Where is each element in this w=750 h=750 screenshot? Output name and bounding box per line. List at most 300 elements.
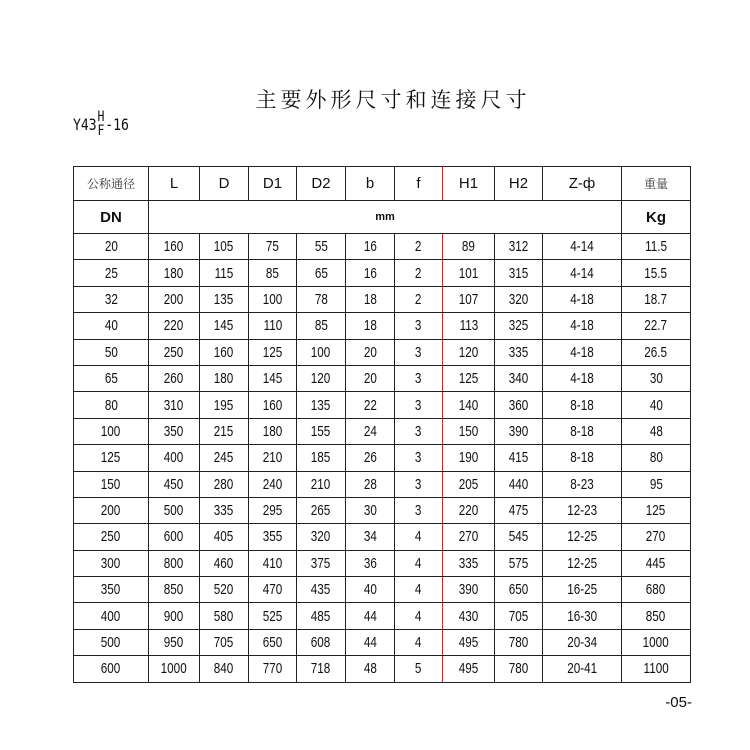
cell-l [149, 524, 200, 550]
cell-value: 140 [458, 396, 479, 414]
cell-value: 320 [311, 528, 331, 546]
cell-value: 22 [363, 396, 377, 414]
cell-h1 [443, 234, 495, 260]
cell-value: 180 [262, 422, 283, 440]
cell-value: 950 [164, 634, 184, 652]
cell-h1 [443, 445, 495, 471]
cell-value: 20 [363, 370, 377, 388]
table-row [74, 313, 691, 339]
cell-weight [622, 445, 691, 471]
cell-value: 15.5 [644, 264, 668, 282]
cell-d1 [249, 286, 297, 312]
cell-h1 [443, 656, 495, 682]
cell-h2 [495, 365, 543, 391]
cell-value: 20 [104, 238, 118, 256]
cell-d1 [249, 365, 297, 391]
cell-value: 315 [508, 264, 529, 282]
cell-value: 1000 [160, 660, 188, 678]
table-row [74, 524, 691, 550]
cell-h2 [495, 629, 543, 655]
cell-value: 495 [458, 660, 479, 678]
cell-value: 12-25 [567, 554, 597, 572]
cell-value: 600 [101, 660, 121, 678]
cell-weight [622, 234, 691, 260]
cell-value: 180 [214, 370, 234, 388]
cell-d2 [297, 629, 346, 655]
cell-f [395, 445, 443, 471]
cell-weight [622, 577, 691, 603]
cell-value: 3 [415, 396, 422, 414]
cell-value: 240 [262, 475, 283, 493]
cell-value: 460 [214, 554, 234, 572]
cell-d1 [249, 313, 297, 339]
cell-value: 100 [101, 422, 121, 440]
cell-dn [74, 234, 149, 260]
cell-value: 20-34 [567, 634, 597, 652]
cell-z-phi [543, 577, 622, 603]
cell-value: 355 [262, 528, 283, 546]
cell-h1 [443, 392, 495, 418]
cell-value: 340 [508, 370, 529, 388]
header-unit-mm: mm [149, 201, 622, 234]
cell-f [395, 392, 443, 418]
cell-l [149, 471, 200, 497]
header-b: b [346, 167, 395, 201]
cell-z-phi [543, 656, 622, 682]
cell-z-phi [543, 497, 622, 523]
cell-z-phi [543, 418, 622, 444]
cell-b [346, 524, 395, 550]
cell-value: 16-25 [567, 581, 597, 599]
cell-weight [622, 286, 691, 312]
cell-weight [622, 524, 691, 550]
cell-value: 30 [363, 502, 377, 520]
cell-value: 485 [311, 607, 331, 625]
cell-d1 [249, 577, 297, 603]
cell-value: 120 [311, 370, 331, 388]
cell-value: 650 [262, 634, 283, 652]
cell-l [149, 365, 200, 391]
cell-l [149, 286, 200, 312]
cell-l [149, 629, 200, 655]
cell-value: 12-25 [567, 528, 597, 546]
cell-b [346, 656, 395, 682]
cell-value: 800 [164, 554, 184, 572]
cell-value: 360 [508, 396, 529, 414]
cell-value: 220 [458, 502, 479, 520]
cell-value: 20 [363, 343, 377, 361]
cell-value: 48 [649, 422, 663, 440]
cell-f [395, 497, 443, 523]
cell-weight [622, 603, 691, 629]
cell-h1 [443, 286, 495, 312]
cell-z-phi [543, 339, 622, 365]
cell-value: 18 [363, 290, 377, 308]
cell-value: 320 [508, 290, 529, 308]
cell-value: 430 [458, 607, 479, 625]
model-number [73, 104, 129, 144]
model-prefix: Y43 [73, 114, 97, 134]
cell-value: 120 [458, 343, 479, 361]
cell-value: 4-18 [570, 317, 594, 335]
cell-f [395, 656, 443, 682]
cell-f [395, 286, 443, 312]
cell-value: 525 [262, 607, 283, 625]
cell-value: 100 [262, 290, 283, 308]
cell-d1 [249, 392, 297, 418]
cell-d [200, 234, 249, 260]
cell-l [149, 445, 200, 471]
cell-dn [74, 445, 149, 471]
cell-value: 16 [363, 264, 377, 282]
cell-l [149, 497, 200, 523]
cell-b [346, 365, 395, 391]
cell-z-phi [543, 365, 622, 391]
cell-z-phi [543, 603, 622, 629]
cell-d2 [297, 418, 346, 444]
cell-value: 840 [214, 660, 234, 678]
table-row [74, 365, 691, 391]
cell-b [346, 286, 395, 312]
cell-value: 270 [458, 528, 479, 546]
cell-value: 500 [164, 502, 184, 520]
cell-value: 718 [311, 660, 331, 678]
model-sup: H [97, 109, 105, 125]
cell-h1 [443, 260, 495, 286]
cell-h1 [443, 313, 495, 339]
cell-value: 100 [311, 343, 331, 361]
table-row [74, 550, 691, 576]
cell-d1 [249, 497, 297, 523]
cell-d [200, 339, 249, 365]
cell-l [149, 603, 200, 629]
cell-value: 4 [415, 528, 422, 546]
cell-h1 [443, 471, 495, 497]
cell-value: 210 [262, 449, 283, 467]
cell-d [200, 550, 249, 576]
cell-f [395, 339, 443, 365]
cell-h2 [495, 656, 543, 682]
cell-h2 [495, 234, 543, 260]
cell-value: 78 [314, 290, 328, 308]
cell-h2 [495, 445, 543, 471]
table-row [74, 234, 691, 260]
cell-value: 85 [314, 317, 328, 335]
cell-value: 107 [458, 290, 479, 308]
cell-d [200, 577, 249, 603]
header-weight-cn: 重量 [622, 167, 691, 201]
cell-value: 180 [164, 264, 184, 282]
cell-b [346, 550, 395, 576]
cell-f [395, 550, 443, 576]
cell-d2 [297, 603, 346, 629]
cell-value: 260 [164, 370, 184, 388]
cell-value: 26 [363, 449, 377, 467]
cell-h1 [443, 550, 495, 576]
table-row [74, 418, 691, 444]
cell-value: 110 [263, 317, 282, 335]
cell-b [346, 471, 395, 497]
header-row-2 [74, 201, 691, 234]
cell-dn [74, 497, 149, 523]
cell-d [200, 603, 249, 629]
cell-value: 85 [265, 264, 280, 282]
table-row [74, 392, 691, 418]
cell-b [346, 497, 395, 523]
cell-value: 4-18 [570, 370, 594, 388]
table-row [74, 339, 691, 365]
cell-value: 8-18 [570, 396, 594, 414]
cell-value: 89 [461, 238, 476, 256]
cell-d1 [249, 234, 297, 260]
cell-d [200, 629, 249, 655]
cell-value: 24 [363, 422, 377, 440]
model-fraction [98, 110, 105, 138]
table-row [74, 629, 691, 655]
cell-h2 [495, 260, 543, 286]
cell-value: 30 [649, 370, 663, 388]
cell-d [200, 260, 249, 286]
cell-value: 32 [104, 290, 118, 308]
cell-b [346, 603, 395, 629]
cell-value: 215 [214, 422, 234, 440]
table-row [74, 497, 691, 523]
cell-value: 545 [508, 528, 529, 546]
cell-value: 520 [214, 581, 234, 599]
cell-value: 600 [164, 528, 184, 546]
cell-value: 220 [164, 317, 184, 335]
cell-value: 190 [458, 449, 479, 467]
cell-b [346, 339, 395, 365]
page-title: 主要外形尺寸和连接尺寸 [255, 88, 531, 112]
cell-h2 [495, 286, 543, 312]
cell-value: 400 [101, 607, 121, 625]
cell-value: 8-23 [570, 475, 594, 493]
cell-value: 450 [164, 475, 184, 493]
cell-value: 575 [508, 554, 529, 572]
cell-value: 22.7 [644, 317, 668, 335]
cell-value: 210 [311, 475, 331, 493]
cell-value: 445 [646, 554, 666, 572]
cell-d [200, 656, 249, 682]
header-D1-text: D1 [262, 175, 283, 192]
cell-z-phi [543, 524, 622, 550]
cell-h2 [495, 313, 543, 339]
cell-weight [622, 392, 691, 418]
cell-b [346, 418, 395, 444]
cell-value: 8-18 [570, 422, 594, 440]
cell-d1 [249, 656, 297, 682]
cell-d2 [297, 365, 346, 391]
cell-dn [74, 286, 149, 312]
cell-h2 [495, 418, 543, 444]
cell-z-phi [543, 471, 622, 497]
cell-value: 475 [508, 502, 529, 520]
cell-l [149, 339, 200, 365]
cell-value: 44 [363, 634, 377, 652]
cell-value: 185 [311, 449, 331, 467]
cell-value: 2 [415, 238, 422, 256]
cell-value: 3 [415, 343, 422, 361]
cell-weight [622, 629, 691, 655]
cell-d [200, 445, 249, 471]
cell-value: 28 [363, 475, 377, 493]
cell-value: 80 [649, 449, 663, 467]
cell-f [395, 577, 443, 603]
cell-dn [74, 339, 149, 365]
cell-f [395, 471, 443, 497]
cell-f [395, 234, 443, 260]
cell-value: 125 [101, 449, 121, 467]
header-D1 [249, 167, 297, 201]
cell-value: 145 [214, 317, 234, 335]
cell-f [395, 524, 443, 550]
cell-value: 4 [415, 554, 422, 572]
cell-value: 40 [363, 581, 377, 599]
cell-value: 26.5 [644, 343, 668, 361]
cell-d [200, 313, 249, 339]
cell-value: 335 [508, 343, 529, 361]
cell-value: 150 [101, 475, 121, 493]
cell-l [149, 313, 200, 339]
cell-value: 680 [646, 581, 666, 599]
cell-dn [74, 260, 149, 286]
cell-d1 [249, 471, 297, 497]
cell-d2 [297, 313, 346, 339]
cell-f [395, 418, 443, 444]
cell-value: 325 [508, 317, 529, 335]
cell-value: 80 [104, 396, 118, 414]
cell-value: 390 [508, 422, 529, 440]
cell-value: 18 [363, 317, 377, 335]
cell-value: 4-14 [570, 238, 594, 256]
header-L: L [149, 167, 200, 201]
cell-d2 [297, 524, 346, 550]
cell-d1 [249, 524, 297, 550]
cell-value: 705 [214, 634, 234, 652]
cell-h1 [443, 418, 495, 444]
cell-d2 [297, 234, 346, 260]
cell-h2 [495, 524, 543, 550]
cell-value: 280 [214, 475, 234, 493]
cell-d [200, 418, 249, 444]
cell-weight [622, 550, 691, 576]
cell-d2 [297, 260, 346, 286]
cell-d [200, 286, 249, 312]
cell-value: 75 [265, 238, 280, 256]
cell-d2 [297, 577, 346, 603]
table-row [74, 445, 691, 471]
cell-l [149, 234, 200, 260]
cell-value: 390 [458, 581, 479, 599]
cell-value: 36 [363, 554, 377, 572]
cell-h2 [495, 550, 543, 576]
header-weight-unit: Kg [622, 201, 691, 234]
cell-b [346, 392, 395, 418]
cell-b [346, 629, 395, 655]
cell-f [395, 629, 443, 655]
cell-d [200, 497, 249, 523]
cell-value: 55 [314, 238, 328, 256]
cell-value: 18.7 [644, 290, 668, 308]
cell-value: 4-18 [570, 290, 594, 308]
cell-value: 3 [415, 317, 422, 335]
cell-value: 50 [104, 343, 118, 361]
cell-value: 310 [164, 396, 184, 414]
cell-value: 65 [314, 264, 328, 282]
table-row [74, 286, 691, 312]
cell-dn [74, 577, 149, 603]
cell-value: 145 [262, 370, 283, 388]
cell-value: 160 [164, 238, 184, 256]
cell-dn [74, 392, 149, 418]
header-D2 [297, 167, 346, 201]
cell-value: 705 [508, 607, 529, 625]
cell-value: 40 [649, 396, 663, 414]
cell-value: 1000 [642, 634, 670, 652]
cell-d2 [297, 497, 346, 523]
cell-dn [74, 550, 149, 576]
cell-h2 [495, 603, 543, 629]
cell-dn [74, 524, 149, 550]
model-sub: F [97, 123, 105, 139]
cell-value: 101 [458, 264, 479, 282]
cell-d1 [249, 418, 297, 444]
cell-z-phi [543, 629, 622, 655]
cell-value: 4-18 [570, 343, 594, 361]
cell-l [149, 260, 200, 286]
cell-h1 [443, 577, 495, 603]
cell-dn [74, 629, 149, 655]
cell-dn [74, 313, 149, 339]
cell-value: 780 [508, 634, 529, 652]
cell-value: 115 [214, 264, 234, 282]
cell-value: 40 [104, 317, 118, 335]
cell-value: 295 [262, 502, 283, 520]
cell-value: 250 [164, 343, 184, 361]
cell-b [346, 313, 395, 339]
cell-h2 [495, 497, 543, 523]
cell-value: 415 [508, 449, 529, 467]
cell-b [346, 234, 395, 260]
cell-h1 [443, 339, 495, 365]
cell-value: 375 [311, 554, 331, 572]
cell-d1 [249, 260, 297, 286]
cell-d1 [249, 445, 297, 471]
cell-value: 900 [164, 607, 184, 625]
cell-value: 300 [101, 554, 121, 572]
cell-d [200, 392, 249, 418]
cell-value: 125 [646, 502, 666, 520]
cell-value: 312 [508, 238, 529, 256]
header-nominal-diameter-cn: 公称通径 [74, 167, 149, 201]
cell-value: 500 [101, 634, 121, 652]
cell-l [149, 550, 200, 576]
cell-h2 [495, 577, 543, 603]
cell-l [149, 392, 200, 418]
cell-dn [74, 603, 149, 629]
table-row [74, 656, 691, 682]
cell-d2 [297, 392, 346, 418]
cell-d [200, 471, 249, 497]
cell-h1 [443, 365, 495, 391]
cell-value: 4 [415, 634, 422, 652]
cell-f [395, 603, 443, 629]
cell-value: 350 [101, 581, 121, 599]
cell-value: 8-18 [570, 449, 594, 467]
cell-dn [74, 365, 149, 391]
cell-value: 495 [458, 634, 479, 652]
